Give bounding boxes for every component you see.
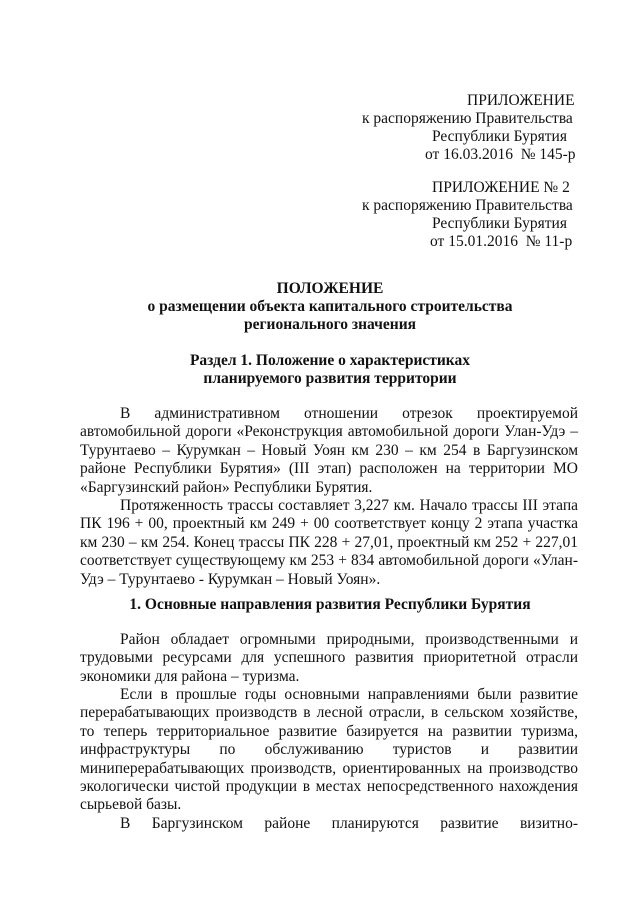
paragraph-2-line: Удэ – Турунтаево - Курумкан – Новый Уоян». bbox=[80, 570, 381, 588]
paragraph-1 bbox=[80, 405, 578, 497]
paragraph-4-line: экологически чистой продукции в местах непосредственного нахождения bbox=[80, 778, 578, 796]
section1-heading-line2: планируемого развития территории bbox=[203, 370, 457, 387]
paragraph-5 bbox=[80, 815, 578, 833]
paragraph-1-line: «Баргузинский район» Республики Бурятия. bbox=[80, 478, 373, 496]
paragraph-1-line: автомобильной дороги «Реконструкция автомобильной дороги Улан-Удэ – bbox=[80, 423, 578, 441]
paragraph-3-line: Район обладает огромными природными, производственными и bbox=[120, 631, 578, 648]
appendix2-title: ПРИЛОЖЕНИЕ № 2 bbox=[432, 179, 570, 196]
paragraph-2-line: Протяженность трассы составляет 3,227 км. Начало трассы III этапа bbox=[120, 497, 578, 514]
paragraph-4-line: перерабатывающих производств в лесной отрасли, в сельском хозяйстве, bbox=[80, 704, 578, 722]
paragraph-4-line: Если в прошлые годы основными направлениями были развитие bbox=[120, 686, 578, 703]
paragraph-4 bbox=[80, 686, 578, 815]
paragraph-4-line: сырьевой базы. bbox=[80, 796, 182, 814]
doc-title-line2: о размещении объекта капитального строительства bbox=[147, 298, 513, 315]
paragraph-1-line: районе Республики Бурятия» (III этап) расположен на территории МО bbox=[80, 460, 578, 478]
paragraph-3-line: экономики для района – туризма. bbox=[80, 667, 300, 685]
section1-heading-line1: Раздел 1. Положение о характеристиках bbox=[189, 352, 471, 369]
paragraph-4-line: миниперерабатывающих производств, ориентированных на производство bbox=[80, 759, 578, 777]
paragraph-5-line: В Баргузинском районе планируются развитие визитно- bbox=[120, 815, 578, 832]
paragraph-3 bbox=[80, 631, 578, 686]
paragraph-3-line: трудовыми ресурсами для успешного развития приоритетной отрасли bbox=[80, 649, 578, 667]
appendix1-line2: Республики Бурятия bbox=[432, 128, 567, 145]
paragraph-2-line: ПК 196 + 00, проектный км 249 + 00 соответствует концу 2 этапа участка bbox=[80, 515, 578, 533]
paragraph-1-line: В административном отношении отрезок проектируемой bbox=[120, 405, 578, 422]
paragraph-4-line: инфраструктуры по обслуживанию туристов и развитии bbox=[80, 741, 578, 759]
appendix1-line3: от 16.03.2016 № 145-р bbox=[425, 146, 576, 163]
subsection-1-heading: 1. Основные направления развития Республики Бурятия bbox=[129, 596, 531, 613]
paragraph-1-line: Турунтаево – Курумкан – Новый Уоян км 230 – км 254 в Баргузинском bbox=[80, 441, 578, 459]
paragraph-2 bbox=[80, 497, 578, 589]
paragraph-2-line: соответствует существующему км 253 + 834 автомобильной дороги «Улан- bbox=[80, 552, 578, 570]
paragraph-4-line: то теперь территориальное развитие базируется на развитии туризма, bbox=[80, 722, 578, 740]
appendix2-line2: Республики Бурятия bbox=[432, 215, 567, 232]
appendix1-line1: к распоряжению Правительства bbox=[362, 110, 573, 127]
paragraph-2-line: км 230 – км 254. Конец трассы ПК 228 + 27,01, проектный км 252 + 227,01 bbox=[80, 533, 578, 551]
doc-title-line3: регионального значения bbox=[243, 316, 417, 333]
appendix2-line3: от 15.01.2016 № 11-р bbox=[430, 233, 573, 250]
appendix2-line1: к распоряжению Правительства bbox=[362, 197, 573, 214]
appendix1-title: ПРИЛОЖЕНИЕ bbox=[467, 92, 575, 109]
doc-title-line1: ПОЛОЖЕНИЕ bbox=[276, 280, 384, 297]
